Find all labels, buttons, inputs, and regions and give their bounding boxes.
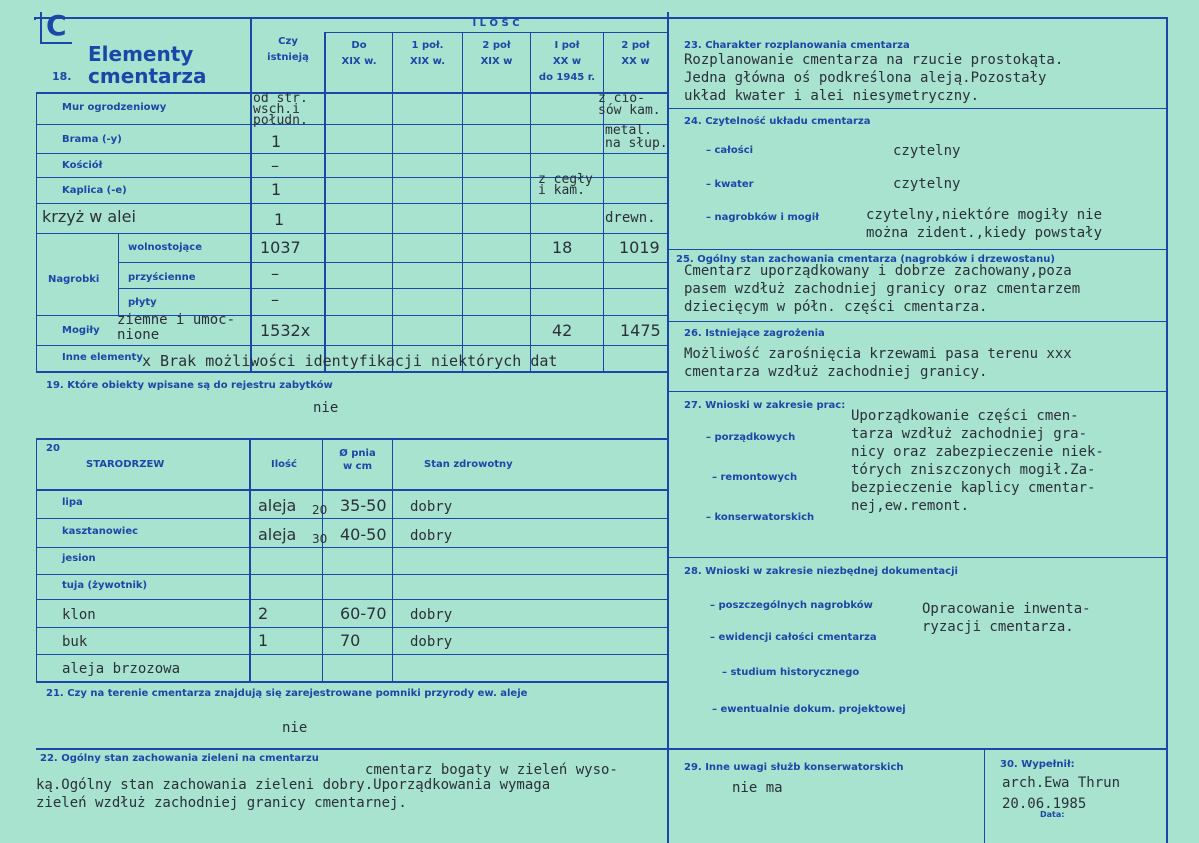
- tree-ilosc: aleja: [258, 525, 297, 544]
- mogily-xx1-value: 42: [552, 321, 573, 340]
- tree-label: jesion: [62, 553, 96, 564]
- starodrzew-header: STARODRZEW: [86, 459, 165, 470]
- tree-stan: dobry: [410, 634, 453, 650]
- section-30-date-label: Data:: [1040, 810, 1065, 819]
- section-28-label: 28. Wnioski w zakresie niezbędnej dokumentacji: [684, 566, 958, 577]
- kosciol-czy-value: –: [271, 156, 279, 175]
- row-label-przyscienne: przyścienne: [128, 272, 196, 283]
- nagrobkow-label: – nagrobków i mogił: [706, 212, 819, 223]
- tree-label: klon: [62, 607, 96, 623]
- tree-ilosc: 2: [258, 604, 269, 623]
- pien-header: Ø pnia w cm: [339, 448, 376, 472]
- starodrzew-ilosc-header: Ilość: [271, 459, 297, 470]
- tree-label: kasztanowiec: [62, 526, 139, 537]
- porzadkowych-label: – porządkowych: [706, 432, 796, 443]
- card-letter: C: [46, 9, 67, 42]
- tree-pien: 35-50: [340, 496, 387, 515]
- wolnostojace-czy-value: 1037: [260, 238, 301, 257]
- row-label-kosciol: Kościół: [62, 160, 103, 171]
- section-28-item-3: – studium historycznego: [722, 667, 860, 678]
- section-24-label: 24. Czytelność układu cmentarza: [684, 116, 871, 127]
- section-28-item-1: – poszczególnych nagrobków: [710, 600, 873, 611]
- section-22-text-1: cmentarz bogaty w zieleń wyso-: [365, 762, 618, 778]
- przyscienne-czy-value: –: [271, 264, 279, 283]
- section-18-title-1: Elementy: [88, 42, 194, 66]
- kwater-label: – kwater: [706, 179, 754, 190]
- tree-label: buk: [62, 634, 88, 650]
- tree-pien: 40-50: [340, 525, 387, 544]
- mur-czy-value: od str. wsch.i połudn.: [253, 91, 308, 128]
- tree-stan: dobry: [410, 499, 453, 515]
- section-29-label: 29. Inne uwagi służb konserwatorskich: [684, 762, 904, 773]
- section-18-number: 18.: [52, 70, 72, 83]
- section-19-value: nie: [313, 400, 339, 416]
- tree-pien: 70: [340, 631, 361, 650]
- section-28-text: Opracowanie inwenta- ryzacji cmentarza.: [922, 601, 1091, 635]
- row-label-nagrobki: Nagrobki: [48, 274, 100, 285]
- plyty-czy-value: –: [271, 290, 279, 309]
- col-czy-header: Czy istnieją: [267, 36, 309, 63]
- tree-ilosc: 1: [258, 631, 269, 650]
- brama-xx2-value: metal. na słup.: [605, 123, 668, 151]
- tree-ilosc: aleja: [258, 496, 297, 515]
- section-26-text: Możliwość zarośnięcia krzewami pasa terenu xxx cmentarza wzdłuż zachodniej granicy.: [684, 346, 1072, 380]
- brama-czy-value: 1: [271, 132, 282, 151]
- calosci-value: czytelny: [893, 143, 961, 159]
- nagrobkow-value: czytelny,niektóre mogiły nie można zident.,kiedy powstały: [866, 207, 1103, 241]
- tree-label: aleja brzozowa: [62, 661, 181, 677]
- section-25-text: Cmentarz uporządkowany i dobrze zachowany,poza pasem wzdłuż zachodniej granicy oraz cmentarzem dziecięcym w półn. części cmentarza.: [684, 263, 1081, 315]
- konserwatorskich-label: – konserwatorskich: [706, 512, 815, 523]
- col-1pol-xix-header: 1 poł. XIX w.: [409, 40, 446, 67]
- ilosc-header: I L O Ś C: [472, 18, 520, 29]
- section-23-label: 23. Charakter rozplanowania cmentarza: [684, 40, 910, 51]
- row-label-mogily: Mogiły: [62, 325, 100, 336]
- row-label-krzyz: krzyż w alei: [42, 207, 136, 226]
- kwater-value: czytelny: [893, 176, 961, 192]
- section-20-number: 20: [46, 443, 60, 454]
- section-21-label: 21. Czy na terenie cmentarza znajdują się zarejestrowane pomniki przyrody ew. aleje: [46, 688, 528, 699]
- tree-stan: dobry: [410, 607, 453, 623]
- remontowych-label: – remontowych: [712, 472, 798, 483]
- section-30-date: 20.06.1985: [1002, 796, 1087, 812]
- row-label-inne: Inne elementy: [62, 352, 143, 363]
- inne-value: x Brak możliwości identyfikacji niektórych dat: [142, 352, 558, 370]
- tree-label: tuja (żywotnik): [62, 580, 148, 591]
- row-label-wolnostojace: wolnostojące: [128, 242, 203, 253]
- col-2pol-xx-header: 2 poł XX w: [621, 40, 650, 67]
- section-27-text: Uporządkowanie części cmen- tarza wzdłuż zachodniej gra- nicy oraz zabezpieczenie niek- tórych zniszczonych mogił.Za- bezpieczenie kaplicy cmentar- nej,ew.remont.: [851, 408, 1104, 514]
- section-28-item-4: – ewentualnie dokum. projektowej: [712, 704, 906, 715]
- mur-xx2-value: z cio- sów kam.: [598, 91, 661, 118]
- col-1pol-xx-header: I poł XX w do 1945 r.: [538, 40, 596, 83]
- section-30-label: 30. Wypełnił:: [1000, 759, 1075, 770]
- section-28-item-2: – ewidencji całości cmentarza: [710, 632, 877, 643]
- section-30-name: arch.Ewa Thrun: [1002, 775, 1121, 791]
- tree-ilosc-sub: 20: [312, 503, 328, 517]
- mogily-czy-value: 1532x: [260, 321, 311, 340]
- mogily-xx2-value: 1475: [620, 321, 661, 340]
- section-26-label: 26. Istniejące zagrożenia: [684, 328, 825, 339]
- section-29-value: nie ma: [732, 780, 783, 796]
- section-27-label: 27. Wnioski w zakresie prac:: [684, 400, 846, 411]
- mogily-subtype: ziemne i umoc- nione: [117, 312, 236, 343]
- row-label-plyty: płyty: [128, 297, 157, 308]
- col-2pol-xix-header: 2 poł XIX w: [480, 40, 513, 67]
- section-22-text-2: ką.Ogólny stan zachowania zieleni dobry.Uporządkowania wymaga zieleń wzdłuż zachodniej granicy cmentarnej.: [36, 777, 551, 811]
- section-19-label: 19. Które obiekty wpisane są do rejestru zabytków: [46, 380, 333, 391]
- tree-ilosc-sub: 30: [312, 532, 328, 546]
- row-label-brama: Brama (-y): [62, 134, 122, 145]
- stan-header: Stan zdrowotny: [424, 459, 513, 470]
- tree-pien: 60-70: [340, 604, 387, 623]
- row-label-mur: Mur ogrodzeniowy: [62, 102, 167, 113]
- section-21-value: nie: [282, 720, 308, 736]
- row-label-kaplica: Kaplica (-e): [62, 185, 127, 196]
- krzyz-xx2-value: drewn.: [605, 210, 656, 226]
- col-do-xix-header: Do XIX w.: [341, 40, 377, 67]
- calosci-label: – całości: [706, 145, 754, 156]
- section-23-text: Rozplanowanie cmentarza na rzucie prostokąta. Jedna główna oś podkreślona aleją.Pozostały układ kwater i alei niesymetryczny.: [684, 52, 1064, 104]
- wolnostojace-xx1-value: 18: [552, 238, 573, 257]
- section-22-label: 22. Ogólny stan zachowania zieleni na cmentarzu: [40, 753, 319, 764]
- section-25-label: 25. Ogólny stan zachowania cmentarza (nagrobków i drzewostanu): [676, 254, 1055, 265]
- tree-stan: dobry: [410, 528, 453, 544]
- kaplica-xx1-value: z cegły i kam.: [538, 172, 593, 198]
- wolnostojace-xx2-value: 1019: [619, 238, 660, 257]
- krzyz-czy-value: 1: [274, 210, 285, 229]
- kaplica-czy-value: 1: [271, 180, 282, 199]
- section-18-title-2: cmentarza: [88, 64, 207, 88]
- tree-label: lipa: [62, 497, 83, 508]
